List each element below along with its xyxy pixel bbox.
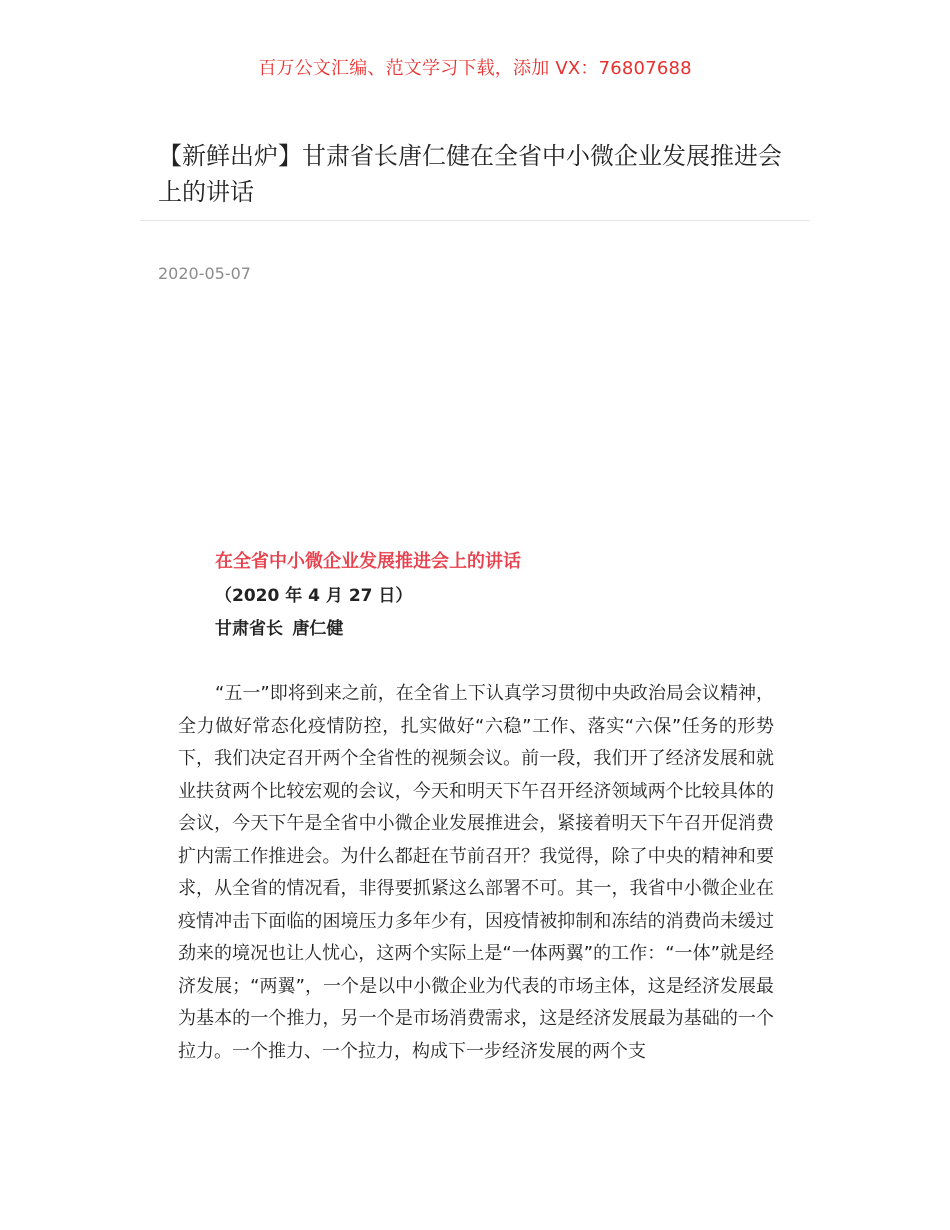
speech-author bbox=[215, 617, 343, 641]
article-title: 【新鲜出炉】甘肃省长唐仁健在全省中小微企业发展推进会上的讲话 bbox=[158, 142, 782, 206]
author-role: 甘肃省长 bbox=[215, 619, 283, 639]
title-divider bbox=[140, 220, 810, 221]
speech-title: 在全省中小微企业发展推进会上的讲话 bbox=[215, 551, 521, 572]
speech-date: （2020 年 4 月 27 日） bbox=[215, 586, 413, 606]
promo-banner: 百万公文汇编、范文学习下载，添加 VX：76807688 bbox=[258, 58, 692, 79]
body-paragraph: “五一”即将到来之前，在全省上下认真学习贯彻中央政治局会议精神，全力做好常态化疫情防控，扎实做好“六稳”工作、落实“六保”任务的形势下，我们决定召开两个全省性的视频会议。前一段，我们开了经济发展和就业扶贫两个比较宏观的会议，今天和明天下午召开经济领域两个比较具体的会议，今天下午是全省中小微企业发展推进会，紧接着明天下午召开促消费扩内需工作推进会。为什么都赶在节前召开？我觉得，除了中央的精神和要求，从全省的情况看，非得要抓紧这么部署不可。其一，我省中小微企业在疫情冲击下面临的困境压力多年少有，因疫情被抑制和冻结的消费尚未缓过劲来的境况也让人忧心，这两个实际上是“一体两翼”的工作：“一体”就是经济发展；“两翼”，一个是以中小微企业为代表的市场主体，这是经济发展最为基本的一个推力，另一个是市场消费需求，这是经济发展最为基础的一个拉力。一个推力、一个拉力，构成下一步经济发展的两个支 bbox=[178, 683, 774, 1062]
publish-date: 2020-05-07 bbox=[158, 264, 251, 283]
author-name: 唐仁健 bbox=[292, 619, 344, 639]
